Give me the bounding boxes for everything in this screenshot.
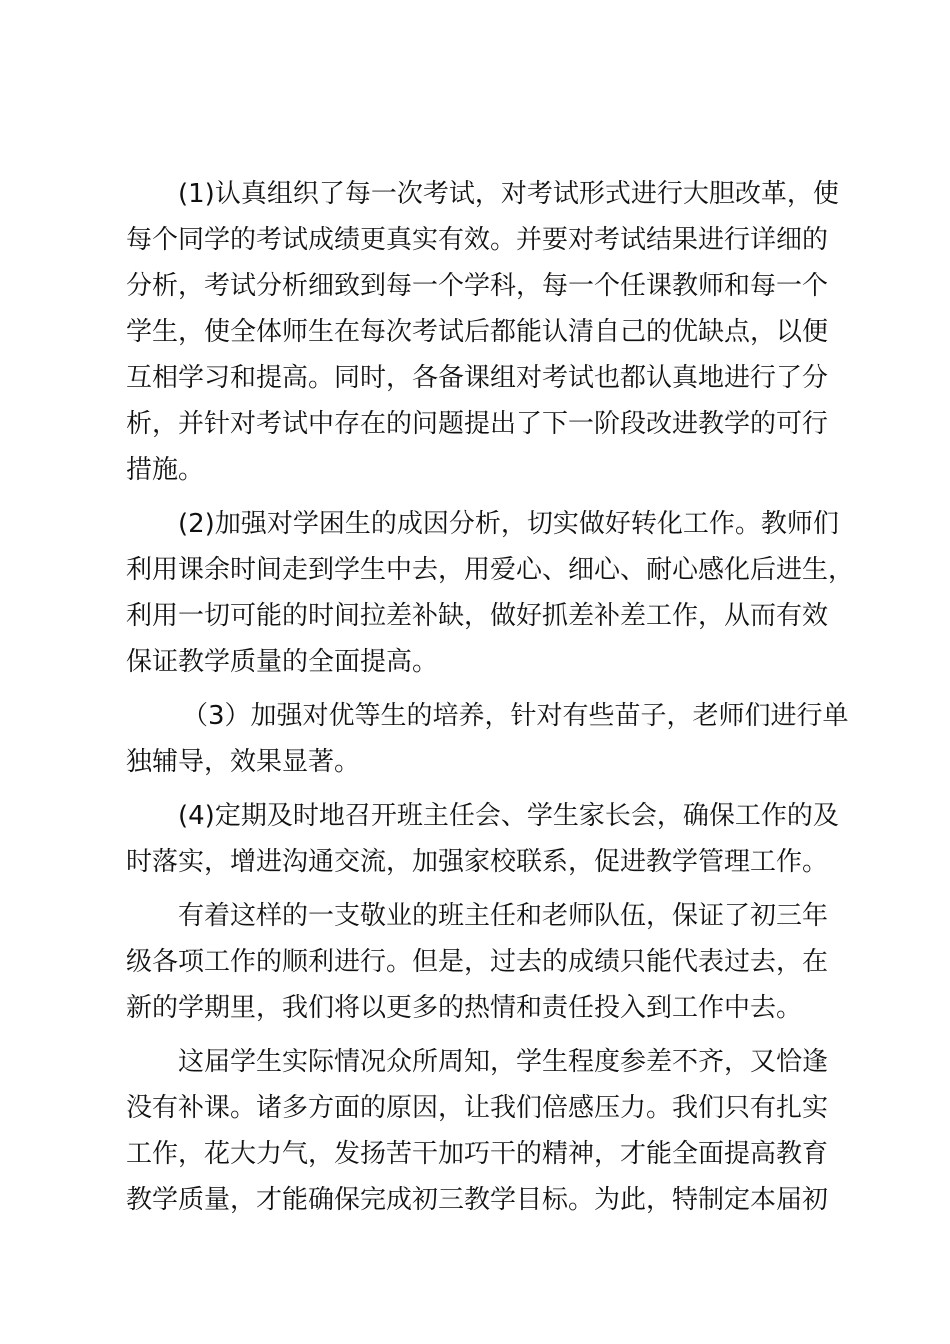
text-line: 工作，花大力气，发扬苦干加巧干的精神，才能全面提高教育 [126,1139,829,1169]
text-line: 独辅导，效果显著。 [126,747,361,777]
text-line: 析，并针对考试中存在的问题提出了下一阶段改进教学的可行 [126,409,829,439]
text-line: 每个同学的考试成绩更真实有效。并要对考试结果进行详细的 [126,225,829,255]
text-line: (1)认真组织了每一次考试，对考试形式进行大胆改革，使 [178,179,839,209]
paragraph-struggling-students [126,501,855,685]
text-line: (4)定期及时地召开班主任会、学生家长会，确保工作的及 [178,801,839,831]
text-line: 时落实，增进沟通交流，加强家校联系，促进教学管理工作。 [126,847,829,877]
document-body [126,171,855,1223]
text-line: 互相学习和提高。同时，各备课组对考试也都认真地进行了分 [126,363,829,393]
paragraph-student-situation [126,1039,832,1223]
text-line: 教学质量，才能确保完成初三教学目标。为此，特制定本届初 [126,1185,829,1215]
text-line: 利用一切可能的时间拉差补缺，做好抓差补差工作，从而有效 [126,601,829,631]
paragraph-exam-organization [126,171,839,493]
text-line: 保证教学质量的全面提高。 [126,647,439,677]
paragraph-teacher-team [126,893,832,1031]
text-line: 分析，考试分析细致到每一个学科，每一个任课教师和每一个 [126,271,829,301]
text-line: 级各项工作的顺利进行。但是，过去的成绩只能代表过去，在 [126,947,829,977]
text-line: 利用课余时间走到学生中去，用爱心、细心、耐心感化后进生， [126,555,855,585]
text-line: (2)加强对学困生的成因分析，切实做好转化工作。教师们 [178,509,839,539]
text-line: 有着这样的一支敬业的班主任和老师队伍，保证了初三年 [178,901,829,931]
text-line: 没有补课。诸多方面的原因，让我们倍感压力。我们只有扎实 [126,1093,829,1123]
text-line: 学生，使全体师生在每次考试后都能认清自己的优缺点，以便 [126,317,829,347]
text-line: 新的学期里，我们将以更多的热情和责任投入到工作中去。 [126,993,803,1023]
text-line: 措施。 [126,455,205,485]
paragraph-meetings [126,793,839,885]
text-line: （3）加强对优等生的培养，针对有些苗子，老师们进行单 [182,701,849,731]
text-line: 这届学生实际情况众所周知，学生程度参差不齐，又恰逢 [178,1047,829,1077]
paragraph-top-students [126,693,849,785]
